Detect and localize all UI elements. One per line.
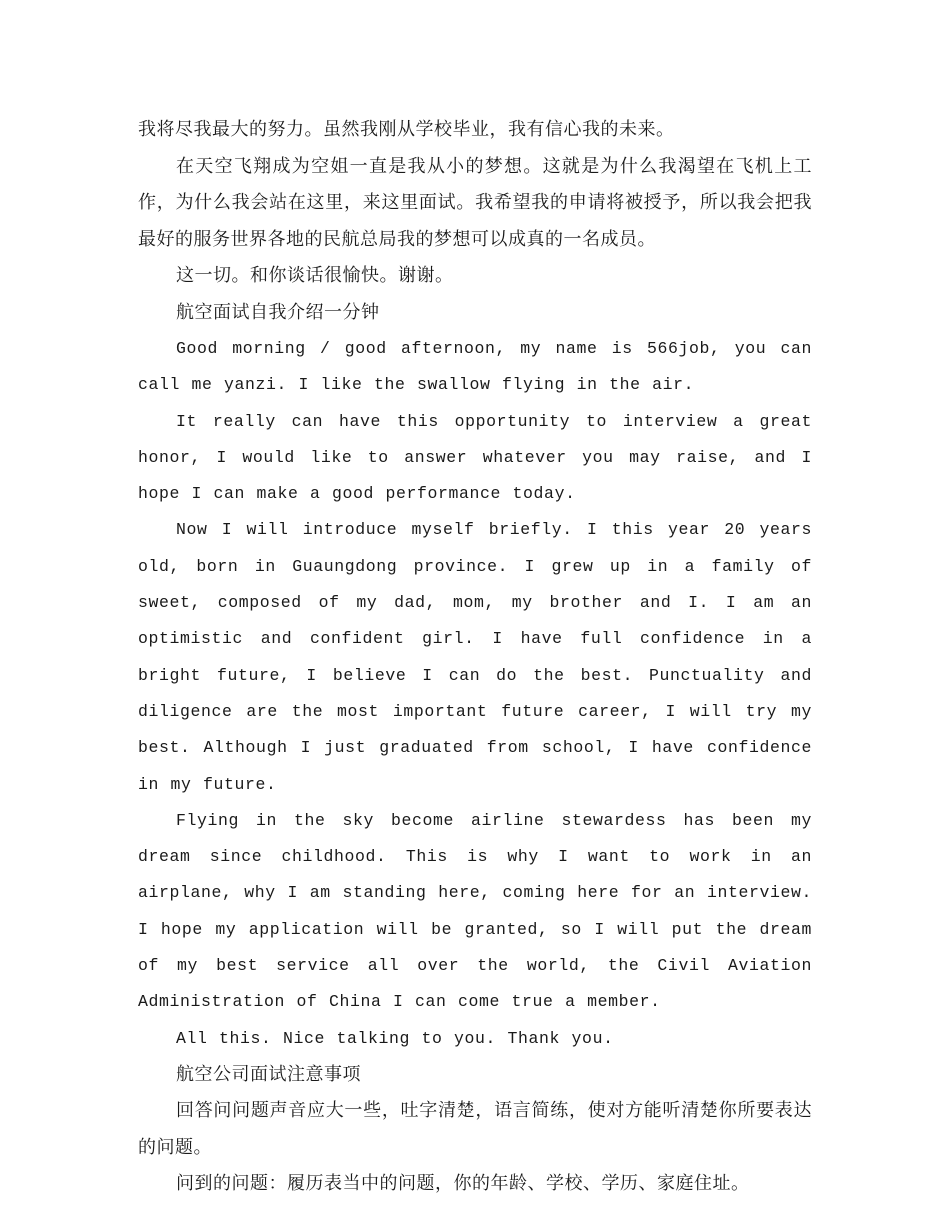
section-heading: 航空公司面试注意事项 bbox=[176, 1063, 361, 1085]
paragraph: All this. Nice talking to you. Thank you. bbox=[176, 1028, 614, 1048]
paragraph: 我将尽我最大的努力。虽然我刚从学校毕业，我有信心我的未来。 bbox=[138, 119, 675, 140]
document-body bbox=[138, 112, 812, 1203]
paragraph: Good morning / good afternoon, my name is 566job, you can call me yanzi. I like the swallow flying in the air. bbox=[138, 339, 812, 395]
paragraph: 回答问问题声音应大一些，吐字清楚，语言简练，使对方能听清楚你所要表达的问题。 bbox=[138, 1100, 812, 1158]
paragraph: 问到的问题：履历表当中的问题，你的年龄、学校、学历、家庭住址。 bbox=[176, 1173, 750, 1195]
section-heading: 航空面试自我介绍一分钟 bbox=[176, 301, 380, 323]
paragraph: 这一切。和你谈话很愉快。谢谢。 bbox=[176, 265, 454, 286]
paragraph: Flying in the sky become airline stewardess has been my dream since childhood. This is why I want to work in an airplane, why I am standing here, coming here for an interview. I hope my application will be granted, so I will put the dream of my best service all over the world, the Civil Aviation Administration of China I can come true a member. bbox=[138, 810, 812, 1012]
paragraph: Now I will introduce myself briefly. I this year 20 years old, born in Guaungdong province. I grew up in a family of sweet, composed of my dad, mom, my brother and I. I am an optimistic and confident girl. I have full confidence in a bright future, I believe I can do the best. Punctuality and diligence are the most important future career, I will try my best. Although I just graduated from school, I have confidence in my future. bbox=[138, 520, 812, 794]
paragraph: It really can have this opportunity to interview a great honor, I would like to answer whatever you may raise, and I hope I can make a good performance today. bbox=[138, 411, 812, 504]
paragraph: 在天空飞翔成为空姐一直是我从小的梦想。这就是为什么我渴望在飞机上工作，为什么我会站在这里，来这里面试。我希望我的申请将被授予，所以我会把我最好的服务世界各地的民航总局我的梦想可以成真的一名成员。 bbox=[138, 155, 812, 250]
